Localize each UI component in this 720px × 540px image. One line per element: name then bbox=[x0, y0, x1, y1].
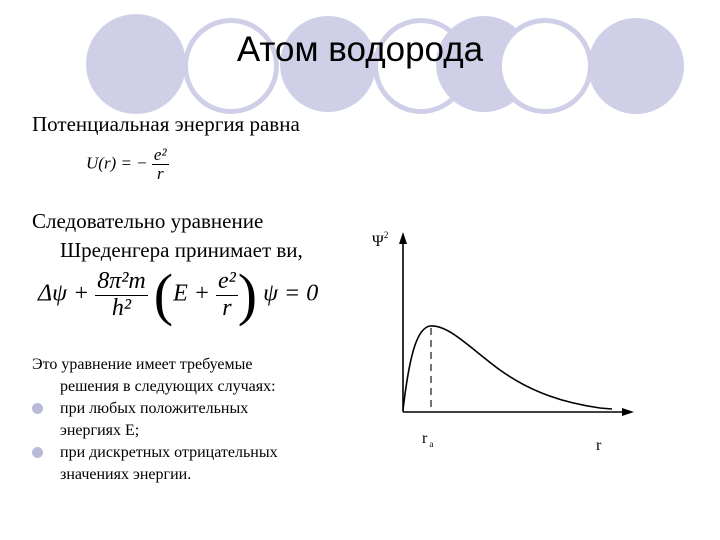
schrodinger-equation bbox=[38, 262, 319, 327]
slide-title: Атом водорода bbox=[236, 30, 484, 69]
distribution-curve bbox=[403, 326, 612, 410]
fraction-numerator: 8π²m bbox=[97, 268, 146, 295]
text-line: Это уравнение имеет требуемые bbox=[32, 356, 253, 373]
text-line: Шреденгера принимает ви, bbox=[60, 238, 303, 262]
formula-lhs: U(r) = − bbox=[86, 153, 148, 173]
peak-label: r $_a$ bbox=[422, 430, 434, 449]
equation-energy: E + bbox=[173, 280, 210, 307]
y-axis-label: $\Psi^2$ bbox=[372, 230, 389, 250]
fraction bbox=[152, 146, 169, 183]
bullet-icon bbox=[32, 447, 43, 458]
text-line: Следовательно уравнение bbox=[32, 209, 264, 233]
solutions-text bbox=[32, 354, 362, 486]
y-axis-arrow-icon bbox=[399, 232, 407, 244]
potential-formula bbox=[86, 146, 169, 183]
text-line: при дискретных отрицательных bbox=[60, 444, 278, 461]
left-paren-symbol: ( bbox=[153, 262, 174, 327]
fraction bbox=[216, 269, 238, 320]
probability-density-graph bbox=[360, 210, 650, 470]
decor-circle bbox=[86, 14, 186, 114]
right-paren-symbol: ) bbox=[237, 262, 258, 327]
decor-circle bbox=[588, 18, 684, 114]
text-line: решения в следующих случаях: bbox=[60, 378, 276, 395]
text-line: значениях энергии. bbox=[60, 466, 192, 483]
schrodinger-text bbox=[32, 207, 303, 265]
potential-label: Потенциальная энергия равна bbox=[32, 112, 300, 136]
fraction-numerator: e² bbox=[153, 145, 167, 164]
list-item bbox=[32, 442, 362, 464]
fraction-numerator: e² bbox=[217, 268, 236, 295]
x-axis-label: r bbox=[596, 437, 602, 454]
equation-start: Δψ + bbox=[38, 280, 90, 307]
fraction-denominator: h² bbox=[111, 294, 132, 321]
text-line: энергиях E; bbox=[60, 422, 140, 439]
text-line: при любых положительных bbox=[60, 400, 249, 417]
fraction-denominator: r bbox=[156, 163, 164, 183]
x-axis-arrow-icon bbox=[622, 408, 634, 416]
bullet-icon bbox=[32, 403, 43, 414]
fraction bbox=[95, 269, 148, 320]
list-item bbox=[32, 398, 362, 420]
fraction-denominator: r bbox=[222, 294, 232, 321]
equation-end: ψ = 0 bbox=[263, 280, 319, 307]
